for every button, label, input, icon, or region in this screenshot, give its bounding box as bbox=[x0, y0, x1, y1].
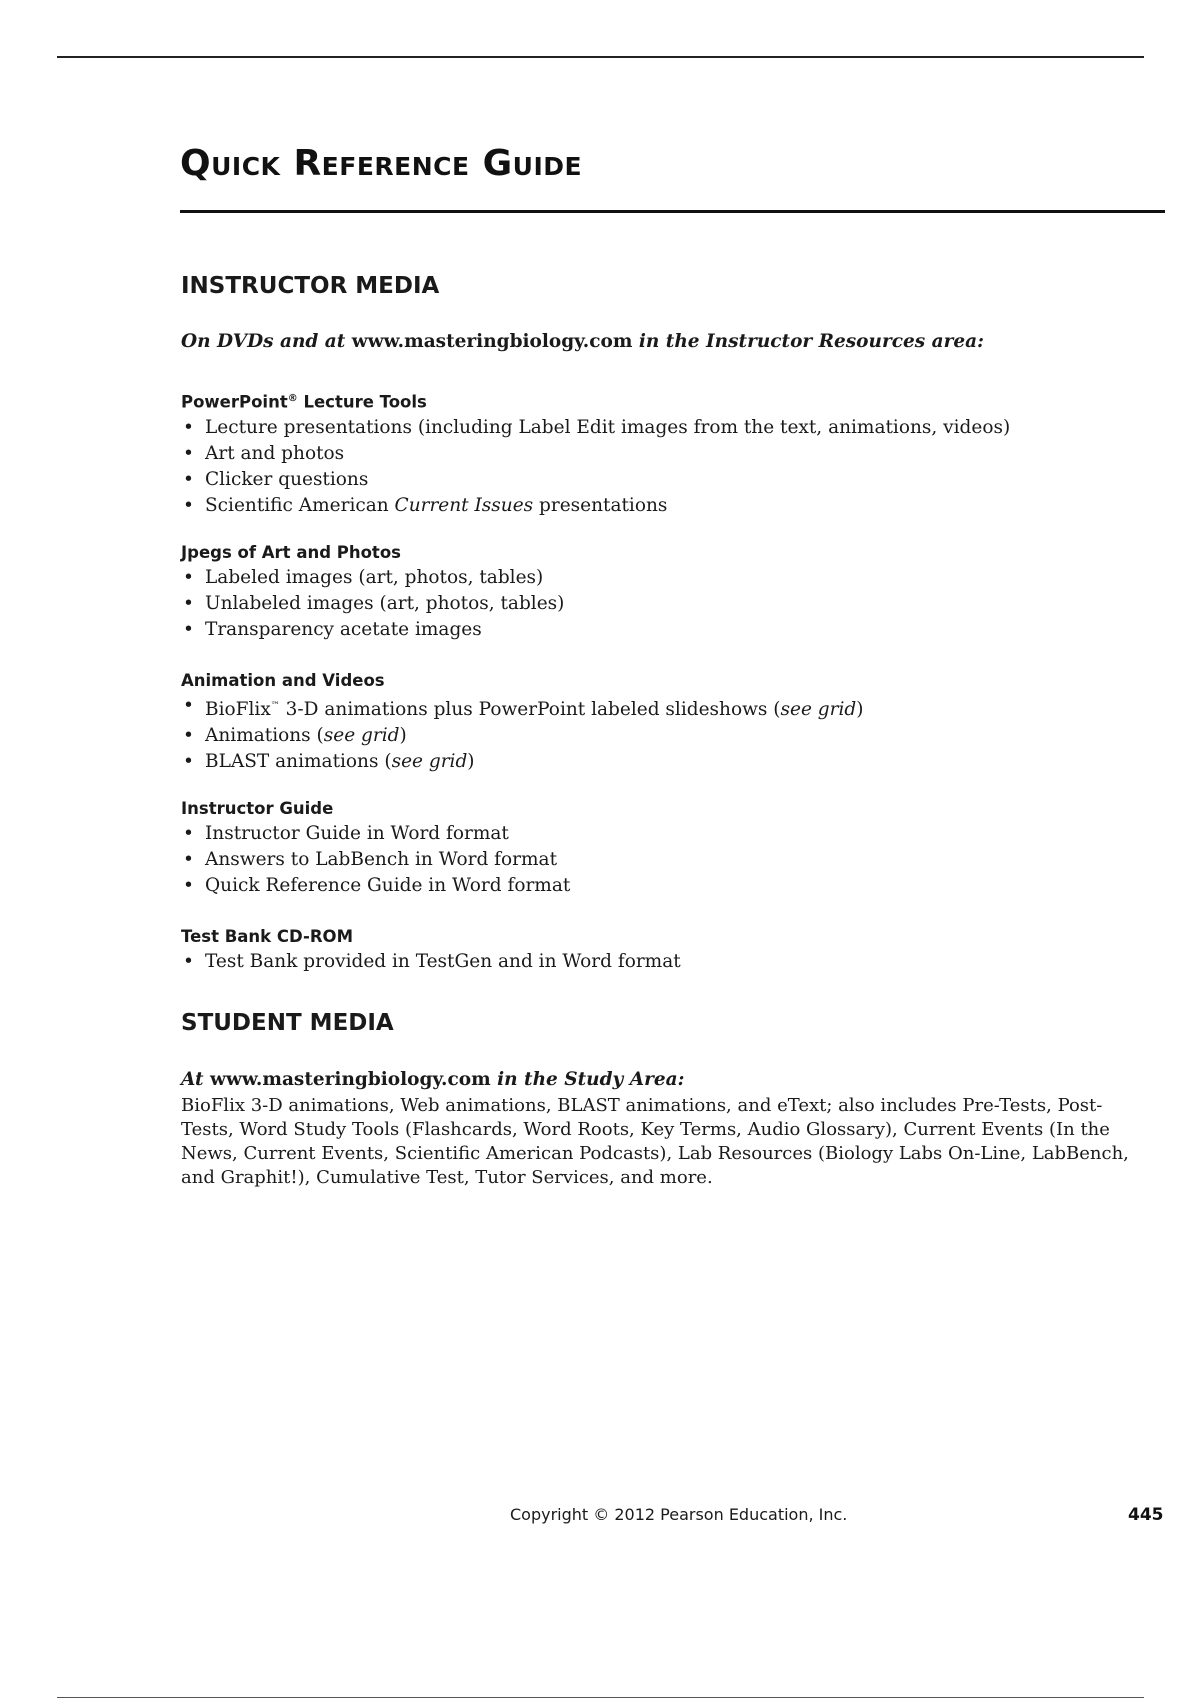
animation-list bbox=[181, 693, 1161, 775]
bullet-icon: • bbox=[183, 416, 194, 438]
bullet-icon: • bbox=[183, 751, 194, 773]
bottom-rule bbox=[57, 1697, 1144, 1698]
bullet-icon: • bbox=[183, 593, 194, 614]
list-item: • Quick Reference Guide in Word format bbox=[181, 873, 1161, 899]
list-item: • Answers to LabBench in Word format bbox=[181, 847, 1161, 873]
powerpoint-list bbox=[181, 415, 1161, 519]
bullet-icon: • bbox=[183, 619, 194, 640]
group-heading-animation: Animation and Videos bbox=[181, 671, 385, 690]
bullet-icon: • bbox=[183, 695, 194, 716]
group-jpegs bbox=[181, 541, 1161, 643]
jpegs-list bbox=[181, 565, 1161, 643]
bullet-icon: • bbox=[183, 442, 194, 464]
group-powerpoint bbox=[181, 387, 1161, 519]
group-heading-test-bank: Test Bank CD-ROM bbox=[181, 927, 353, 946]
list-item: • Animations (see grid) bbox=[181, 723, 1161, 749]
student-media-intro bbox=[181, 1068, 684, 1092]
registered-mark: ® bbox=[287, 393, 298, 404]
powerpoint-heading-rest: Lecture Tools bbox=[297, 392, 427, 412]
list-item: • Test Bank provided in TestGen and in Word format bbox=[181, 949, 1161, 975]
list-item: • Instructor Guide in Word format bbox=[181, 821, 1161, 847]
group-heading-instructor-guide: Instructor Guide bbox=[181, 799, 334, 818]
page-title: Quick Reference Guide bbox=[180, 143, 583, 184]
list-item: • Transparency acetate images bbox=[181, 617, 1161, 643]
intro-prefix: At bbox=[181, 1069, 211, 1090]
instructor-guide-list bbox=[181, 821, 1161, 899]
bullet-icon: • bbox=[183, 494, 194, 516]
title-rule bbox=[180, 210, 1165, 213]
test-bank-list bbox=[181, 949, 1161, 975]
trademark-mark: ™ bbox=[270, 701, 280, 711]
group-heading-jpegs: Jpegs of Art and Photos bbox=[181, 543, 401, 562]
intro-suffix: in the Study Area: bbox=[490, 1069, 685, 1090]
list-item: • Art and photos bbox=[181, 441, 1161, 467]
instructor-media-heading: INSTRUCTOR MEDIA bbox=[181, 273, 440, 299]
powerpoint-heading-main: PowerPoint bbox=[181, 392, 288, 412]
student-media-heading: STUDENT MEDIA bbox=[181, 1010, 394, 1036]
group-heading-powerpoint bbox=[181, 387, 1161, 415]
intro-url: www.masteringbiology.com bbox=[210, 1069, 491, 1090]
top-rule bbox=[57, 56, 1144, 58]
bullet-icon: • bbox=[183, 823, 194, 844]
group-instructor-guide bbox=[181, 797, 1161, 899]
footer-copyright: Copyright © 2012 Pearson Education, Inc. bbox=[510, 1505, 848, 1524]
bullet-icon: • bbox=[183, 849, 194, 870]
intro-suffix: in the Instructor Resources area: bbox=[632, 331, 984, 352]
instructor-media-intro bbox=[181, 330, 984, 354]
bullet-icon: • bbox=[183, 468, 194, 490]
intro-prefix: On DVDs and at bbox=[181, 331, 352, 352]
bullet-icon: • bbox=[183, 875, 194, 896]
list-item: • Unlabeled images (art, photos, tables) bbox=[181, 591, 1161, 617]
bullet-icon: • bbox=[183, 725, 194, 747]
list-item: • Labeled images (art, photos, tables) bbox=[181, 565, 1161, 591]
intro-url: www.masteringbiology.com bbox=[351, 331, 633, 352]
list-item: • BLAST animations (see grid) bbox=[181, 749, 1161, 775]
group-animation bbox=[181, 669, 1161, 775]
list-item: • Clicker questions bbox=[181, 467, 1161, 493]
list-item: • BioFlix™ 3-D animations plus PowerPoint labeled slideshows (see grid) bbox=[183, 695, 864, 721]
student-media-description: BioFlix 3-D animations, Web animations, BLAST animations, and eText; also includes Pre-Tests, Post-Tests, Word Study Tools (Flashcards, Word Roots, Key Terms, Audio Glossary), Current Events (In the News, Current Events, Scientific American Podcasts), Lab Resources (Biology Labs On-Line, LabBench, and Graphit!), Cumulative Test, Tutor Services, and more. bbox=[181, 1095, 1129, 1188]
group-test-bank bbox=[181, 925, 1161, 975]
list-item: • Lecture presentations (including Label Edit images from the text, animations, videos) bbox=[181, 415, 1161, 441]
bullet-icon: • bbox=[183, 567, 194, 588]
page-number: 445 bbox=[1128, 1505, 1164, 1525]
list-item: • Scientific American Current Issues presentations bbox=[181, 493, 1161, 519]
bullet-icon: • bbox=[183, 951, 194, 972]
